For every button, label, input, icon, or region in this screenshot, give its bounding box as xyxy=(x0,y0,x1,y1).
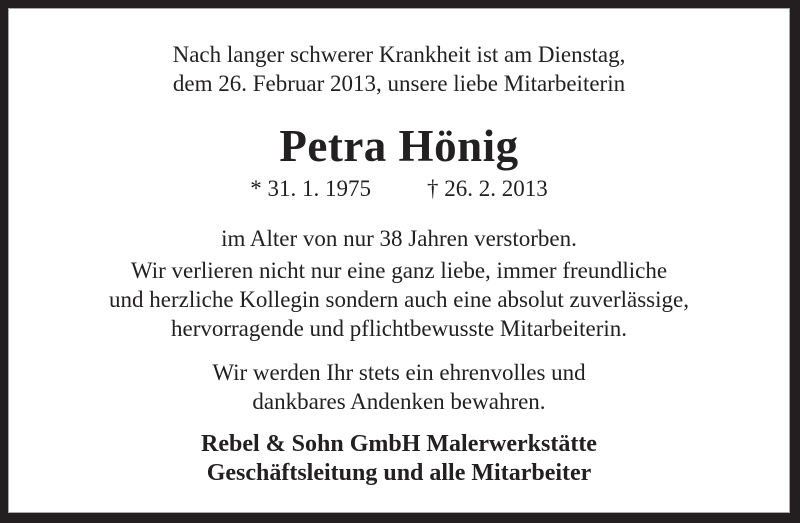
age-line: im Alter von nur 38 Jahren verstorben. xyxy=(221,226,577,251)
signature-block xyxy=(9,430,789,488)
intro-line-1: Nach langer schwerer Krankheit ist am Dienstag, xyxy=(172,42,626,67)
remembrance-line-1: Wir werden Ihr stets ein ehrenvolles und xyxy=(212,360,586,385)
death-date: † 26. 2. 2013 xyxy=(427,176,548,201)
birth-date: * 31. 1. 1975 xyxy=(250,176,371,201)
tribute-paragraph xyxy=(9,256,789,343)
signature-company: Rebel & Sohn GmbH Malerwerkstätte xyxy=(201,431,597,457)
notice-paper xyxy=(8,8,790,513)
tribute-line-3: hervorragende und pflichtbewusste Mitarbeiterin. xyxy=(170,316,627,341)
intro-line-2: dem 26. Februar 2013, unsere liebe Mitarbeiterin xyxy=(172,71,626,96)
signature-role: Geschäftsleitung und alle Mitarbeiter xyxy=(206,460,592,486)
tribute-line-1: Wir verlieren nicht nur eine ganz liebe, immer freundliche xyxy=(130,258,668,283)
intro-paragraph xyxy=(9,40,789,98)
deceased-name: Petra Hönig xyxy=(279,121,519,171)
remembrance-line-2: dankbares Andenken bewahren. xyxy=(252,389,546,414)
tribute-line-2: und herzliche Kollegin sondern auch eine absolut zuverlässige, xyxy=(109,287,689,312)
remembrance-paragraph xyxy=(9,358,789,416)
life-dates xyxy=(9,174,789,203)
